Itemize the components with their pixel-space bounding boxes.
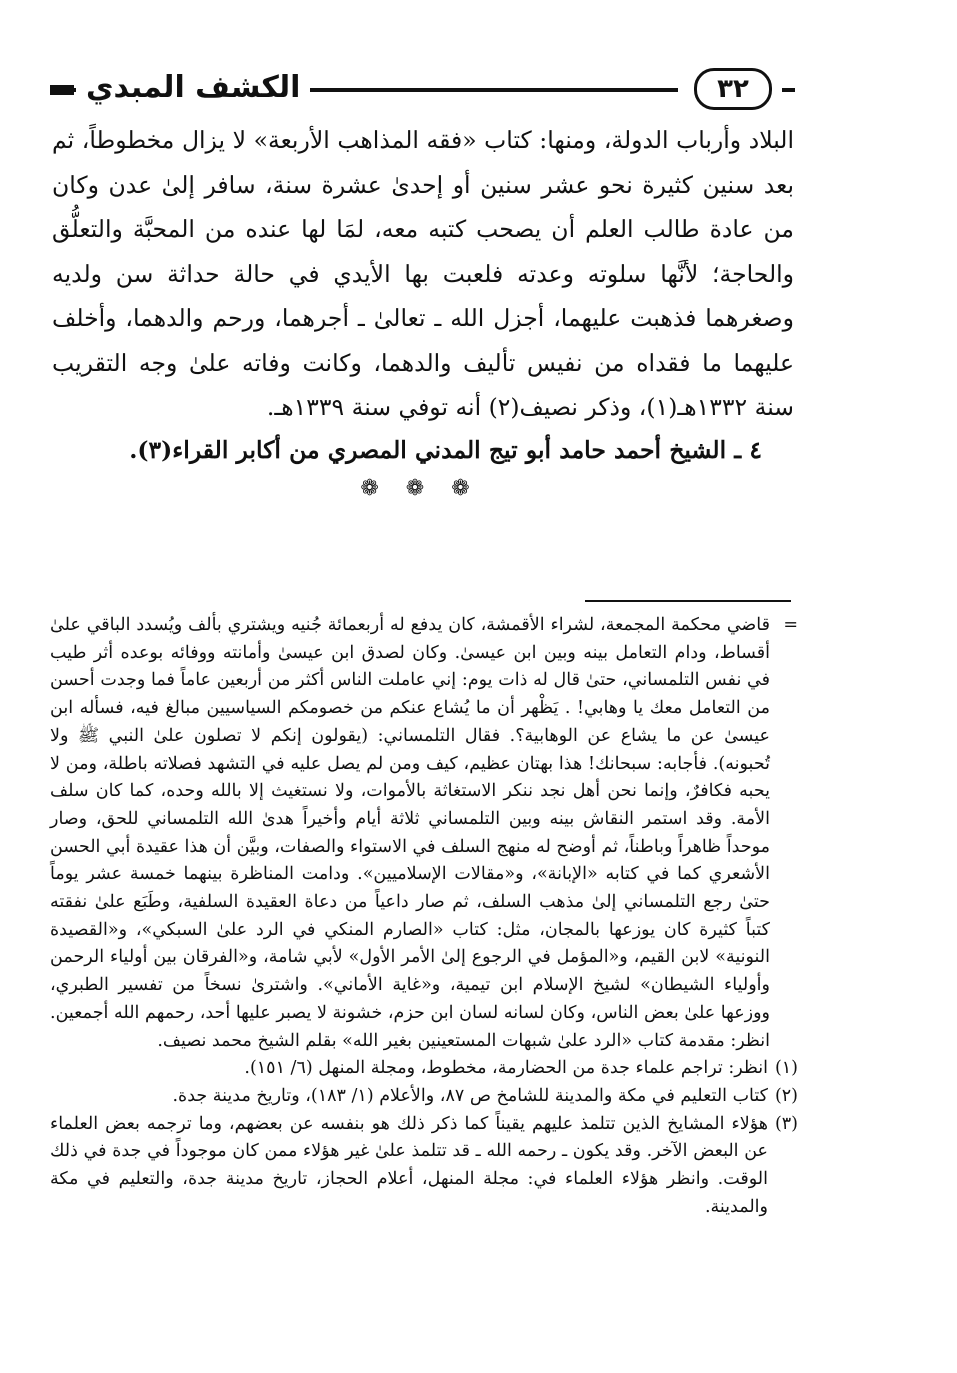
footnote-number: (٢) [774, 1085, 798, 1106]
body-paragraph: البلاد وأرباب الدولة، ومنها: كتاب «فقه المذاهب الأربعة» لا يزال مخطوطاً، ثم بعد سنين كثيرة نحو عشر سنين أو إحدىٰ عشرة سنة، سافر إلىٰ عدن وكان من عادة طالب العلم أن يصحب كتبه معه، لمَا لها عنده من المحبَّة والتعلُّق والحاجة؛ لأنَّها سلوته وعدته فلعبت بها الأيدي في حالة حداثة سن ولديه وصغرهما فذهبت عليهما، أجزل الله ـ تعالىٰ ـ أجرهما، ورحم والدهما، وأخلف عليهما ما فقداه من نفيس تأليف والدهما، وكانت وفاته علىٰ وجه التقريب سنة ١٣٣٢هـ(١)، وذكر نصيف(٢) أنه توفي سنة ١٣٣٩هـ. [52, 126, 794, 421]
continuation-marker: = [783, 615, 798, 635]
footnote-1 [50, 1055, 798, 1083]
page-header [50, 62, 795, 112]
page-number-frame [678, 64, 782, 112]
footnote-3 [50, 1111, 798, 1222]
footnote-number: (١) [774, 1058, 798, 1079]
footnote-rule [585, 600, 791, 602]
footnote-2 [50, 1083, 798, 1111]
footnote-continuation-text: قاضي محكمة المجمعة، لشراء الأقمشة، كان يدفع له أربعمائة جُنيه ويشتري بألف ويُسدد الباقي علىٰ أقساط، ودام التعامل بينه وبين ابن عيسىٰ. وكان لصدق ابن عيسىٰ وأمانته ووفائه بوعده أثر طيب في نفس التلمساني، حتىٰ قال له ذات يوم: إني عاملت الناس أكثر من أربعين عاماً فما وجدت أحسن من التعامل معك يا وهابي! . يَظْهر أن ما يُشاع عنكم من خصومكم السياسيين مبالغ فيه، فسأله ابن عيسىٰ عن ما يشاع عن الوهابية؟. فقال التلمساني: (يقولون إنكم لا تصلون علىٰ النبي ﷺ ولا تُحبونه). فأجابه: سبحانك! هذا بهتان عظيم، كيف ومن لم يصل عليه في التشهد فصلاته باطلة، ومن لا يحبه فكافرٌ، وإنما نحن أهل نجد ننكر الاستغاثة بالأموات، ولا نستغيث إلا بالله وحده، كما كان سلف الأمة. وقد استمر النقاش بينه وبين التلمساني ثلاثة أيام وأخيراً هدىٰ الله التلمساني للحق، وصار موحداً ظاهراً وباطناً، ثم أوضح له منهج السلف في الاستواء والصفات، وبيَّن أن هذا عقيدة أبي الحسن الأشعري كما في كتابه «الإبانة»، و«مقالات الإسلاميين». ودامت المناظرة بينهما خمسة عشر يوماً حتىٰ رجع التلمساني إلىٰ مذهب السلف، ثم صار داعياً من دعاة العقيدة السلفية، وطَبَع علىٰ نفقته كتباً كثيرة كان يوزعها بالمجان، مثل: كتاب «الصارم المنكي في الرد علىٰ السبكي»، و«القصيدة النونية» لابن القيم، و«المؤمل في الرجوع إلىٰ الأمر الأول» لأبي شامة، و«الفرقان بين أولياء الرحمن وأولياء الشيطان» لشيخ الإسلام ابن تيمية، و«غاية الأماني». واشترىٰ نسخاً من تفسير الطبري، ووزعها علىٰ بعض الناس، وكان لسانه لسان ابن حزم، خشونة لا يصبر عليها أحد، رحمهم الله أجمعين. انظر: مقدمة كتاب «الرد علىٰ شبهات المستعينين بغير الله» بقلم الشيخ محمد نصيف. [50, 615, 770, 1051]
footnote-text: كتاب التعليم في مكة والمدينة للشامخ ص ٨٧، والأعلام (١/ ١٨٣)، وتاريخ مدينة جدة. [172, 1085, 768, 1106]
header-rule-end [50, 85, 74, 95]
footnote-number: (٣) [774, 1113, 798, 1134]
footnote-continuation [50, 612, 798, 1055]
book-title: الكشف المبدي [76, 66, 310, 110]
page-number: ٣٢ [694, 68, 772, 110]
footnote-text: انظر: تراجم علماء جدة من الحضارمة، مخطوط، ومجلة المنهل (٦/ ١٥١). [244, 1058, 768, 1079]
footnotes [50, 612, 798, 1221]
main-body-text [52, 118, 794, 430]
footnote-text: هؤلاء المشايخ الذين تتلمذ عليهم يقيناً كما ذكر ذلك هو بنفسه عن بعضهم، وما ترجمه بعض العلماء عن البعض الآخر. وقد يكون ـ رحمه الله ـ قد تتلمذ علىٰ غير هؤلاء ممن كان موجوداً في جدة في ذلك الوقت. وانظر هؤلاء العلماء في: مجلة المنهل، أعلام الحجاز، تاريخ مدينة جدة، والتعليم في مكة والمدينة. [50, 1113, 768, 1217]
numbered-item-heading: ٤ ـ الشيخ أحمد حامد أبو تيج المدني المصري من أكابر القراء(٣). [129, 436, 762, 464]
section-separator: ❁ ❁ ❁ [360, 476, 480, 501]
